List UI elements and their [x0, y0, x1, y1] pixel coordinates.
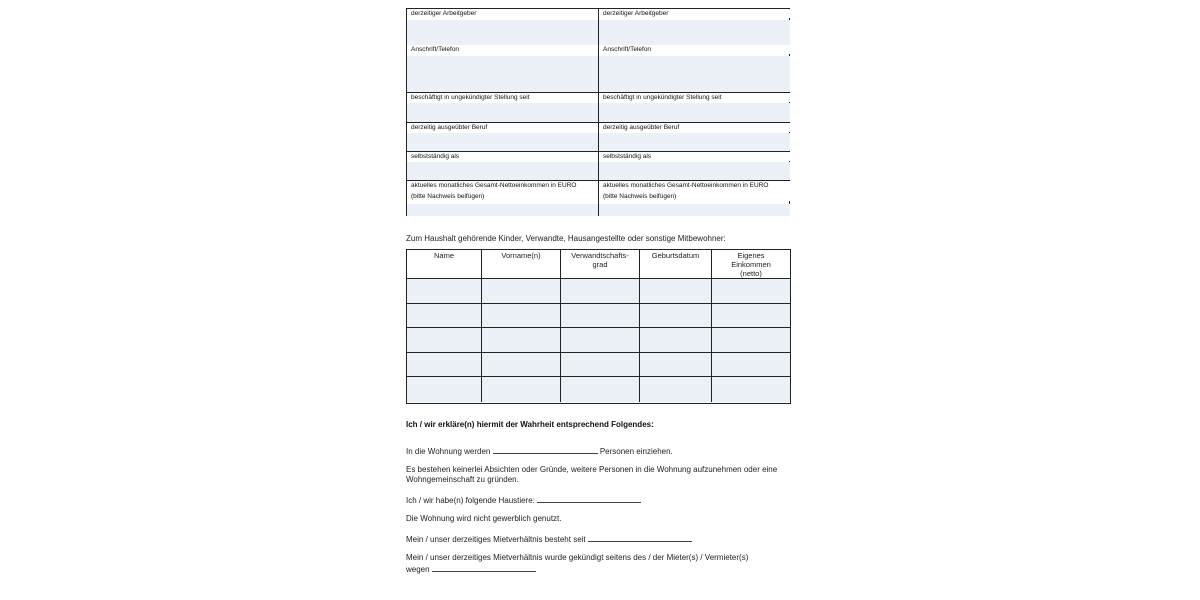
household-cell-name[interactable] — [407, 328, 482, 353]
household-table — [406, 249, 791, 404]
address-field[interactable] — [407, 45, 598, 93]
termination-reason-input[interactable] — [432, 563, 536, 572]
address-field[interactable] — [599, 45, 790, 93]
employer-label: derzeitiger Arbeitgeber — [599, 9, 790, 18]
profession-field[interactable] — [407, 123, 598, 152]
household-cell-income[interactable] — [712, 279, 790, 304]
household-cell-firstname[interactable] — [482, 279, 561, 304]
employed-since-field[interactable] — [599, 93, 790, 123]
form-page — [406, 0, 801, 600]
household-cell-birthdate[interactable] — [640, 377, 712, 402]
profession-label: derzeitig ausgeübter Beruf — [407, 123, 598, 132]
pets-input[interactable] — [537, 494, 641, 503]
household-cell-income[interactable] — [712, 304, 790, 329]
tenancy-since-input[interactable] — [588, 533, 692, 542]
net-income-note: (bitte Nachweis beifügen) — [599, 190, 790, 201]
household-cell-firstname[interactable] — [482, 353, 561, 378]
persons-count-input[interactable] — [493, 445, 598, 454]
employer-field[interactable] — [407, 9, 598, 45]
col-header-relationship: Verwandtschafts- grad — [561, 250, 640, 279]
self-employed-field[interactable] — [407, 152, 598, 181]
household-cell-income[interactable] — [712, 377, 790, 402]
employer-label: derzeitiger Arbeitgeber — [407, 9, 598, 18]
self-employed-label: selbstständig als — [407, 152, 598, 161]
col-header-name: Name — [407, 250, 482, 279]
household-cell-relationship[interactable] — [561, 353, 640, 378]
household-cell-name[interactable] — [407, 353, 482, 378]
household-cell-firstname[interactable] — [482, 377, 561, 402]
employed-since-field[interactable] — [407, 93, 598, 123]
household-cell-name[interactable] — [407, 304, 482, 329]
household-cell-relationship[interactable] — [561, 377, 640, 402]
tenancy-since-line: Mein / unser derzeitiges Mietverhältnis besteht seit — [406, 533, 692, 544]
household-cell-birthdate[interactable] — [640, 304, 712, 329]
address-label: Anschrift/Telefon — [407, 45, 598, 54]
household-cell-birthdate[interactable] — [640, 353, 712, 378]
net-income-field[interactable] — [407, 181, 598, 216]
household-cell-name[interactable] — [407, 279, 482, 304]
net-income-label: aktuelles monatliches Gesamt-Nettoeinkommen in EURO — [407, 181, 598, 190]
household-cell-relationship[interactable] — [561, 279, 640, 304]
no-commercial-use-line: Die Wohnung wird nicht gewerblich genutzt. — [406, 514, 562, 523]
employed-since-label: beschäftigt in ungekündigter Stellung seit — [407, 93, 598, 102]
household-cell-name[interactable] — [407, 377, 482, 402]
employed-since-label: beschäftigt in ungekündigter Stellung seit — [599, 93, 790, 102]
col-header-firstname: Vorname(n) — [482, 250, 561, 279]
household-cell-firstname[interactable] — [482, 328, 561, 353]
col-header-birthdate: Geburtsdatum — [640, 250, 712, 279]
tenancy-terminated-line: Mein / unser derzeitiges Mietverhältnis wurde gekündigt seitens des / der Mieter(s) / Vermieter(s) — [406, 553, 749, 562]
household-cell-income[interactable] — [712, 353, 790, 378]
applicant-1-column — [407, 9, 599, 215]
household-cell-firstname[interactable] — [482, 304, 561, 329]
address-label: Anschrift/Telefon — [599, 45, 790, 54]
profession-field[interactable] — [599, 123, 790, 152]
employer-field[interactable] — [599, 9, 790, 45]
applicant-2-column — [599, 9, 790, 215]
self-employed-label: selbstständig als — [599, 152, 790, 161]
household-heading: Zum Haushalt gehörende Kinder, Verwandte, Hausangestellte oder sonstige Mitbewohner: — [406, 234, 726, 243]
net-income-field[interactable] — [599, 181, 790, 216]
net-income-note: (bitte Nachweis beifügen) — [407, 190, 598, 201]
employment-table — [406, 8, 790, 216]
declaration-title: Ich / wir erkläre(n) hiermit der Wahrheit entsprechend Folgendes: — [406, 420, 654, 429]
no-further-persons-line-2: Wohngemeinschaft zu gründen. — [406, 475, 519, 484]
net-income-label: aktuelles monatliches Gesamt-Nettoeinkommen in EURO — [599, 181, 790, 190]
household-cell-relationship[interactable] — [561, 328, 640, 353]
termination-reason-line: wegen — [406, 563, 536, 574]
no-further-persons-line-1: Es bestehen keinerlei Absichten oder Gründe, weitere Personen in die Wohnung aufzunehmen oder eine — [406, 465, 778, 474]
self-employed-field[interactable] — [599, 152, 790, 181]
persons-line: In die Wohnung werden Personen einziehen. — [406, 447, 673, 456]
household-cell-income[interactable] — [712, 328, 790, 353]
household-cell-birthdate[interactable] — [640, 328, 712, 353]
household-cell-relationship[interactable] — [561, 304, 640, 329]
household-cell-birthdate[interactable] — [640, 279, 712, 304]
col-header-income: Eigenes Einkommen (netto) — [712, 250, 790, 279]
pets-line: Ich / wir habe(n) folgende Haustiere: — [406, 494, 641, 505]
profession-label: derzeitig ausgeübter Beruf — [599, 123, 790, 132]
